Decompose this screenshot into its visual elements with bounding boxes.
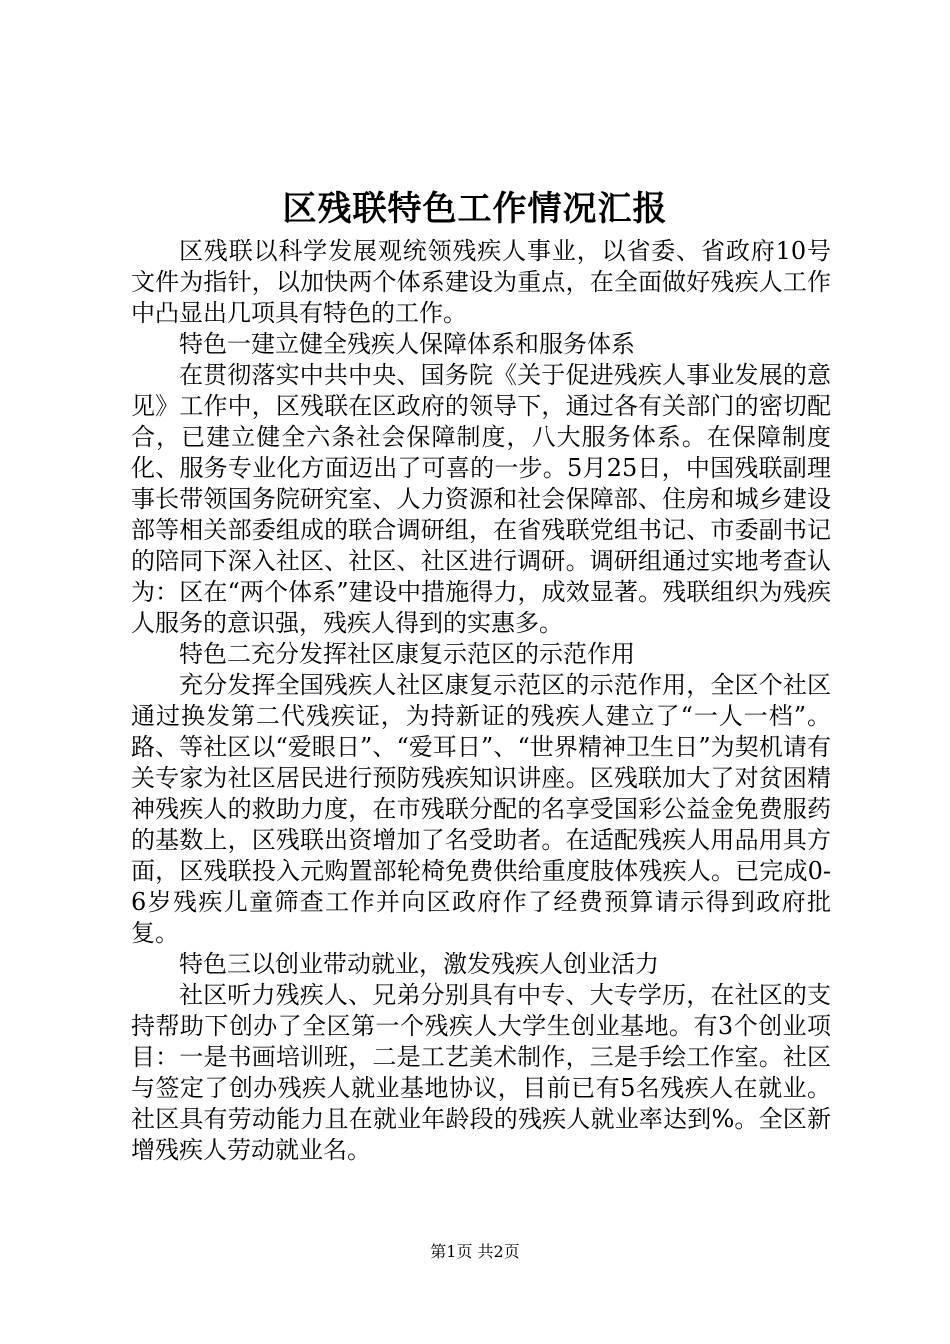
section-heading-1: 特色一建立健全残疾人保障体系和服务体系	[179, 330, 635, 358]
section-heading-2: 特色二充分发挥社区康复示范区的示范作用	[179, 640, 635, 668]
document-body	[131, 236, 831, 1166]
paragraph-section-1: 在贯彻落实中共中央、国务院《关于促进残疾人事业发展的意见》工作中，区残联在区政府的领导下，通过各有关部门的密切配合，已建立健全六条社会保障制度，八大服务体系。在保障制度化、服务专业化方面迈出了可喜的一步。5月25日，中国残联副理事长带领国务院研究室、人力资源和社会保障部、住房和城乡建设部等相关部委组成的联合调研组，在省残联党组书记、市委副书记的陪同下深入社区、社区、社区进行调研。调研组通过实地考查认为：区在“两个体系”建设中措施得力，成效显著。残联组织为残疾人服务的意识强，残疾人得到的实惠多。	[131, 361, 831, 637]
section-heading-3: 特色三以创业带动就业，激发残疾人创业活力	[179, 950, 659, 978]
document-title: 区残联特色工作情况汇报	[282, 189, 668, 229]
paragraph-section-2: 充分发挥全国残疾人社区康复示范区的示范作用，全区个社区通过换发第二代残疾证，为持新证的残疾人建立了“一人一档”。路、等社区以“爱眼日”、“爱耳日”、“世界精神卫生日”为契机请有关专家为社区居民进行预防残疾知识讲座。区残联加大了对贫困精神残疾人的救助力度，在市残联分配的名享受国彩公益金免费服药的基数上，区残联出资增加了名受助者。在适配残疾人用品用具方面，区残联投入元购置部轮椅免费供给重度肢体残疾人。已完成0-6岁残疾儿童筛查工作并向区政府作了经费预算请示得到政府批复。	[131, 671, 831, 947]
page-number-footer: 第1页 共2页	[430, 1242, 520, 1261]
paragraph-section-3: 社区听力残疾人、兄弟分别具有中专、大专学历，在社区的支持帮助下创办了全区第一个残疾人大学生创业基地。有3个创业项目：一是书画培训班，二是工艺美术制作，三是手绘工作室。社区与签定了创办残疾人就业基地协议，目前已有5名残疾人在就业。社区具有劳动能力且在就业年龄段的残疾人就业率达到%。全区新增残疾人劳动就业名。	[131, 981, 831, 1164]
paragraph-intro: 区残联以科学发展观统领残疾人事业，以省委、省政府10号文件为指针，以加快两个体系建设为重点，在全面做好残疾人工作中凸显出几项具有特色的工作。	[131, 237, 831, 327]
